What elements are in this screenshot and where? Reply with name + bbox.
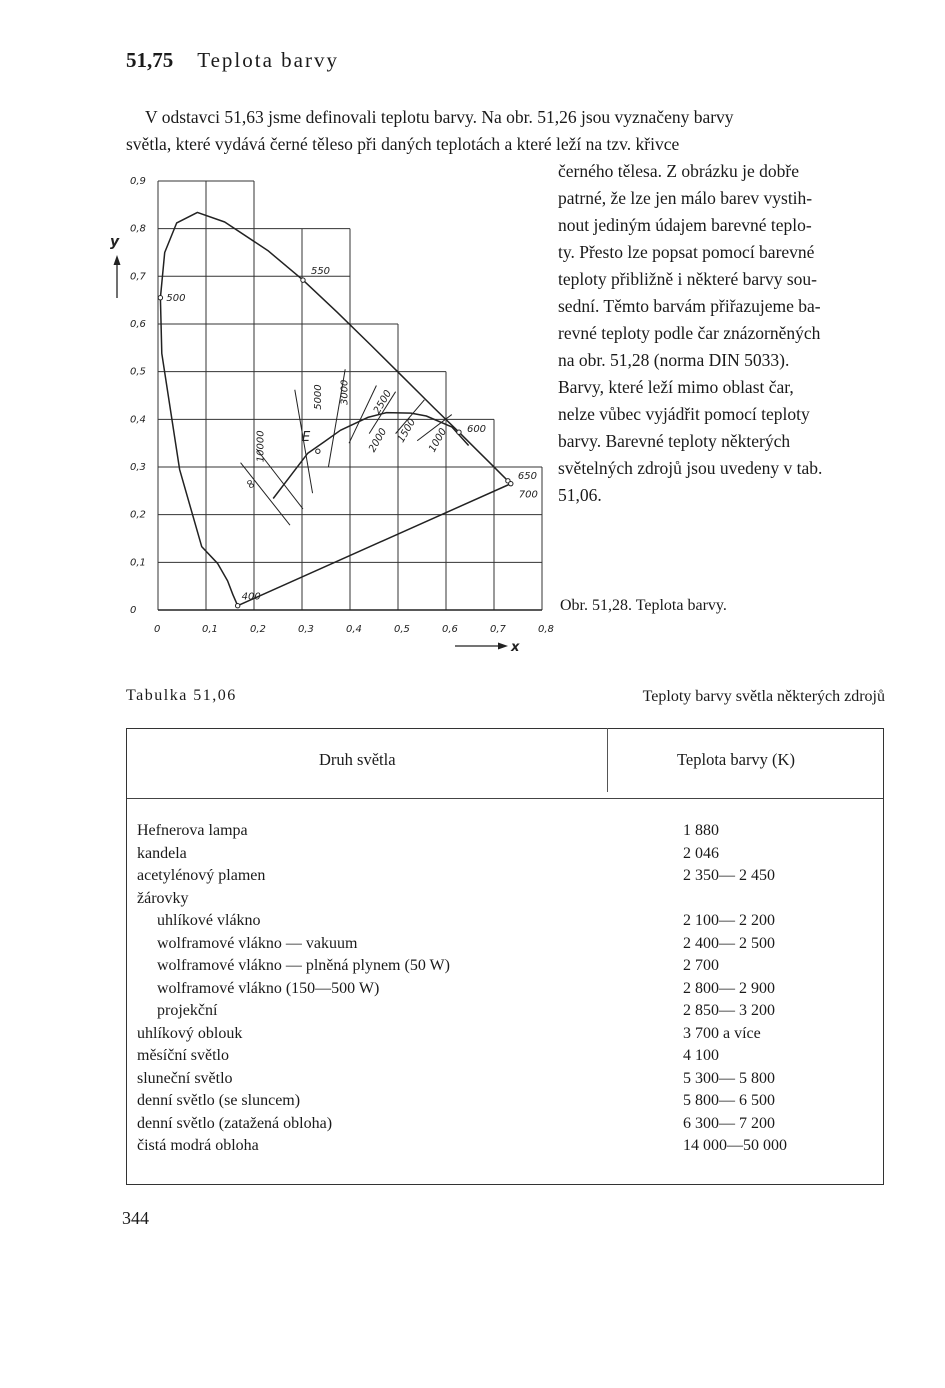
light-source-name: denní světlo (zatažená obloha) [137,1114,333,1132]
table-body [137,820,787,1158]
para-line: světla, které vydává černé těleso při daných teplotách a které leží na tzv. křivce [126,134,680,154]
spectral-locus-line [160,212,510,605]
x-tick-label: 0,3 [298,624,314,635]
table-row [137,865,787,888]
para-line: Barvy, které leží mimo oblast čar, [558,377,794,397]
Planck-locus-line [273,413,468,499]
temperature-label: 3000 [339,379,351,406]
color-temperature-value: 14 000—50 000 [683,1137,787,1154]
table-header-divider [607,728,608,792]
purple-line-line [238,484,511,606]
color-temperature-value: 2 700 [683,957,719,974]
x-axis-label: x [511,640,520,655]
para-line: 51,06. [558,485,602,505]
color-temperature-value: 3 700 a více [683,1024,761,1042]
para-line: revné teploty podle čar znázorněných [558,323,821,343]
light-source-name: měsíční světlo [137,1047,229,1064]
color-temperature-value: 2 400— 2 500 [683,934,775,952]
table-row [137,955,787,978]
temperature-label: 1000 [427,426,450,455]
chart-curves [158,212,513,608]
light-source-name: projekční [157,1002,218,1019]
light-source-name: čistá modrá obloha [137,1137,259,1154]
table-row [137,888,787,911]
wavelength-label: 550 [310,266,331,278]
light-source-name: acetylénový plamen [137,867,266,884]
point-e-label: E [302,429,311,445]
para-line: černého tělesa. Z obrázku je dobře [558,161,799,181]
column-header-source: Druh světla [319,750,396,769]
table-row [137,1023,787,1046]
temperature-label: 10000 [255,430,267,463]
x-tick-label: 0,2 [250,624,266,635]
wavelength-marker [235,604,239,608]
x-tick-label: 0,4 [346,624,362,635]
wavelength-label: 650 [517,470,538,482]
color-temperature-value: 2 350— 2 450 [683,867,775,884]
x-tick-label: 0,5 [394,624,410,635]
wavelength-marker [158,296,162,300]
para-line: V odstavci 51,63 jsme definovali teplotu barvy. Na obr. 51,26 jsou vyznačeny barvy [145,107,734,127]
temperature-label: 1500 [395,417,419,445]
x-tick-label: 0,8 [538,624,554,635]
wavelength-label: 400 [241,591,261,603]
color-temperature-value: 2 850— 3 200 [683,1002,775,1019]
table-row [137,843,787,866]
y-tick-label: 0,1 [130,557,146,569]
x-tick-label: 0,7 [490,624,506,635]
temperature-label: ∞ [240,475,260,493]
light-source-name: wolframové vlákno — plněná plynem (50 W) [157,957,450,974]
table-row [137,820,787,843]
isotemperature-line [349,385,376,443]
wavelength-label: 600 [466,424,487,436]
light-source-name: wolframové vlákno — vakuum [157,934,358,952]
color-temperature-value: 2 046 [683,844,719,862]
chart-labels [130,176,554,635]
color-temperature-value: 6 300— 7 200 [683,1114,775,1132]
table-row [137,910,787,933]
isotemperature-line [241,463,290,525]
table-row [137,978,787,1001]
y-tick-label: 0,5 [130,366,146,378]
para-line: nout jediným údajem barevné teplo- [558,215,812,235]
color-temperature-value: 2 100— 2 200 [683,912,775,929]
wavelength-label: 700 [518,489,538,501]
temperature-label: 5000 [313,384,325,410]
para-line: světelných zdrojů jsou uvedeny v tab. [558,458,823,478]
light-source-name: uhlíkový oblouk [137,1024,243,1042]
para-line: na obr. 51,28 (norma DIN 5033). [558,350,790,370]
temperature-label: 2500 [371,388,395,417]
table-row [137,933,787,956]
temperature-label: 2000 [367,426,390,455]
table-row [137,1045,787,1068]
y-tick-label: 0,7 [130,271,146,283]
table-label: Tabulka 51,06 [126,687,237,704]
color-temperature-value: 4 100 [683,1047,719,1064]
wavelength-marker [457,430,461,434]
table-row [137,1068,787,1091]
light-source-name: kandela [137,844,187,862]
table-row [137,1090,787,1113]
data-table [126,728,884,1185]
x-tick-label: 0,6 [442,624,458,635]
para-line: ty. Přesto lze popsat pomocí barevné [558,242,815,262]
table-header-rule [127,798,883,799]
table-row [137,1113,787,1136]
y-tick-label: 0,4 [130,414,146,426]
x-tick-label: 0,1 [202,624,218,635]
color-temperature-value: 2 800— 2 900 [683,979,775,997]
wavelength-marker [301,278,305,282]
table-row [137,1000,787,1023]
light-source-name: denní světlo (se sluncem) [137,1092,301,1109]
color-temperature-value: 5 300— 5 800 [683,1069,775,1087]
light-source-name: Hefnerova lampa [137,822,248,839]
x-axis-arrow-head [498,643,508,650]
point-e-marker [316,449,320,453]
para-line: teploty přibližně i některé barvy sou- [558,269,818,289]
light-source-name: žárovky [137,889,189,907]
para-line: sední. Těmto barvám přiřazujeme ba- [558,296,821,316]
light-source-name: sluneční světlo [137,1069,233,1087]
y-tick-label: 0 [130,605,137,616]
wavelength-label: 500 [166,292,186,304]
y-tick-label: 0,9 [130,175,146,187]
figure-caption: Obr. 51,28. Teplota barvy. [560,597,727,614]
table-row [137,1135,787,1158]
page-number: 344 [122,1208,149,1228]
y-tick-label: 0,6 [130,318,146,330]
para-line: nelze vůbec vyjádřit pomocí teploty [558,404,810,424]
color-temperature-value: 1 880 [683,822,719,839]
column-header-temperature: Teplota barvy (K) [677,750,795,769]
y-tick-label: 0,2 [130,509,146,521]
light-source-name: wolframové vlákno (150—500 W) [157,979,380,997]
section-title: Teplota barvy [197,48,339,72]
y-tick-label: 0,3 [130,461,146,473]
y-axis-label: y [110,234,120,250]
table-top-rule [127,728,883,729]
wavelength-marker [509,481,513,485]
light-source-name: uhlíkové vlákno [157,912,261,929]
y-axis-arrow-head [114,255,121,265]
section-number: 51,75 [126,48,174,72]
para-line: barvy. Barevné teploty některých [558,431,791,451]
para-line: patrné, že lze jen málo barev vystih- [558,188,813,208]
table-title: Teploty barvy světla některých zdrojů [642,688,885,705]
color-temperature-value: 5 800— 6 500 [683,1092,775,1109]
y-tick-label: 0,8 [130,223,146,235]
x-tick-label: 0 [154,624,161,635]
